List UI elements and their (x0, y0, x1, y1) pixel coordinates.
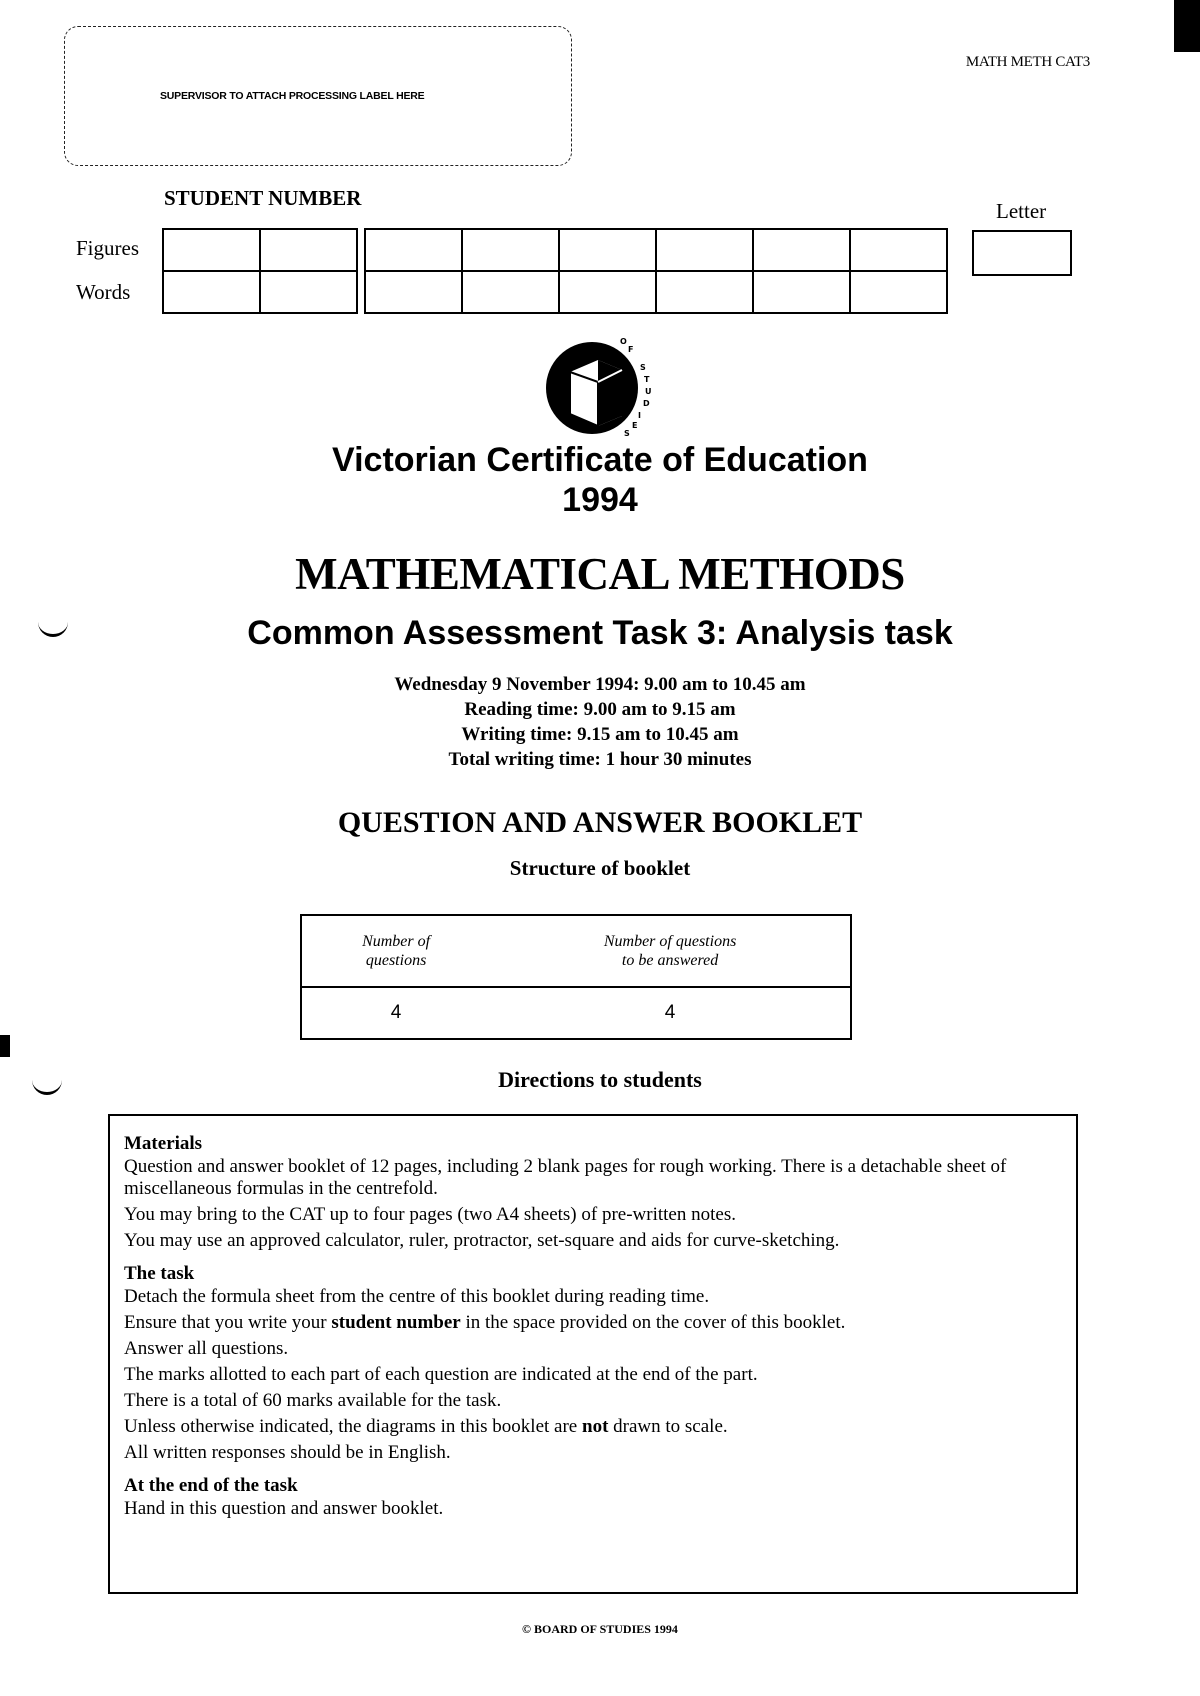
certificate-name: Victorian Certificate of Education (332, 441, 868, 479)
svg-text:S: S (624, 429, 630, 438)
grid-gap (357, 229, 365, 271)
materials-item: You may use an approved calculator, ruler, protractor, set-square and aids for curve-sketching. (124, 1230, 840, 1251)
figures-label: Figures (76, 236, 139, 260)
letter-box[interactable] (972, 230, 1072, 276)
subject-title: MATHEMATICAL METHODS (295, 549, 905, 599)
directions-box (108, 1114, 1078, 1594)
certificate-title (0, 440, 1200, 520)
task-item: The marks allotted to each part of each question are indicated at the end of the part. (124, 1364, 758, 1385)
word-box[interactable] (656, 271, 753, 313)
digit-box[interactable] (850, 229, 947, 271)
schedule-total: Total writing time: 1 hour 30 minutes (448, 749, 752, 770)
student-number-grid (162, 228, 948, 314)
svg-text:T: T (644, 375, 650, 384)
word-box[interactable] (850, 271, 947, 313)
word-box[interactable] (462, 271, 559, 313)
questions-answered-count: 4 (664, 1002, 676, 1023)
structure-title: Structure of booklet (509, 856, 691, 880)
digit-box[interactable] (163, 229, 260, 271)
questions-count: 4 (390, 1002, 402, 1023)
word-box[interactable] (559, 271, 656, 313)
digit-box[interactable] (559, 229, 656, 271)
svg-text:U: U (645, 387, 652, 396)
scan-edge-mark (1174, 0, 1200, 52)
paper-code: MATH METH CAT3 (965, 54, 1090, 70)
svg-text:O: O (620, 337, 627, 346)
structure-header (490, 915, 851, 987)
student-number-title: STUDENT NUMBER (164, 186, 362, 210)
digit-box[interactable] (365, 229, 462, 271)
task-item: Answer all questions. (124, 1338, 289, 1359)
grid-gap (357, 271, 365, 313)
digit-box[interactable] (462, 229, 559, 271)
end-item: Hand in this question and answer booklet. (124, 1498, 444, 1519)
text-run: drawn to scale. (613, 1416, 728, 1437)
certificate-year: 1994 (562, 481, 638, 519)
header-line: to be answered (621, 952, 719, 969)
header-line: Number of questions (603, 933, 737, 950)
schedule-writing: Writing time: 9.15 am to 10.45 am (461, 724, 739, 745)
task-item: There is a total of 60 marks available for the task. (124, 1390, 502, 1411)
word-box[interactable] (163, 271, 260, 313)
copyright-footer: © BOARD OF STUDIES 1994 (522, 1622, 678, 1636)
directions-title: Directions to students (498, 1067, 702, 1092)
task-item: All written responses should be in English. (124, 1442, 451, 1463)
header-line: questions (365, 952, 427, 969)
svg-text:D: D (643, 399, 650, 408)
structure-table (300, 914, 852, 1040)
header-line: Number of (362, 933, 431, 950)
scan-edge-mark (0, 1035, 10, 1057)
emphasis: not (582, 1416, 609, 1437)
svg-text:F: F (628, 345, 634, 354)
emphasis: student number (331, 1312, 461, 1333)
text-run: in the space provided on the cover of this booklet. (465, 1312, 846, 1333)
figures-row (163, 229, 947, 271)
word-box[interactable] (753, 271, 850, 313)
text-run: Ensure that you write your (124, 1312, 327, 1333)
end-heading: At the end of the task (124, 1475, 298, 1496)
words-label: Words (76, 280, 131, 304)
svg-text:E: E (632, 421, 638, 430)
words-row (163, 271, 947, 313)
task-heading: The task (124, 1263, 195, 1284)
schedule-reading: Reading time: 9.00 am to 9.15 am (464, 699, 736, 720)
word-box[interactable] (260, 271, 357, 313)
word-box[interactable] (365, 271, 462, 313)
materials-item: You may bring to the CAT up to four pages (two A4 sheets) of pre-written notes. (124, 1204, 736, 1225)
digit-box[interactable] (260, 229, 357, 271)
booklet-title: QUESTION AND ANSWER BOOKLET (337, 806, 863, 839)
digit-box[interactable] (656, 229, 753, 271)
task-item: Detach the formula sheet from the centre of this booklet during reading time. (124, 1286, 710, 1307)
task-item (124, 1312, 1076, 1334)
materials-item: Question and answer booklet of 12 pages, including 2 blank pages for rough working. There is a detachable sheet of miscellaneous formulas in the centrefold. (124, 1156, 1007, 1199)
structure-value-row (301, 987, 851, 1039)
materials-heading: Materials (124, 1133, 203, 1154)
board-of-studies-logo (540, 326, 660, 450)
svg-text:I: I (638, 411, 641, 420)
text-run: Unless otherwise indicated, the diagrams in this booklet are (124, 1416, 578, 1437)
task-item (124, 1416, 1076, 1438)
digit-box[interactable] (753, 229, 850, 271)
schedule-date: Wednesday 9 November 1994: 9.00 am to 10.45 am (394, 674, 806, 695)
letter-label: Letter (996, 199, 1047, 223)
svg-text:S: S (640, 363, 646, 372)
task-title: Common Assessment Task 3: Analysis task (247, 614, 953, 652)
structure-header (301, 915, 490, 987)
exam-schedule (0, 672, 1200, 772)
structure-header-row (301, 915, 851, 987)
processing-label-text: SUPERVISOR TO ATTACH PROCESSING LABEL HERE (160, 90, 425, 102)
